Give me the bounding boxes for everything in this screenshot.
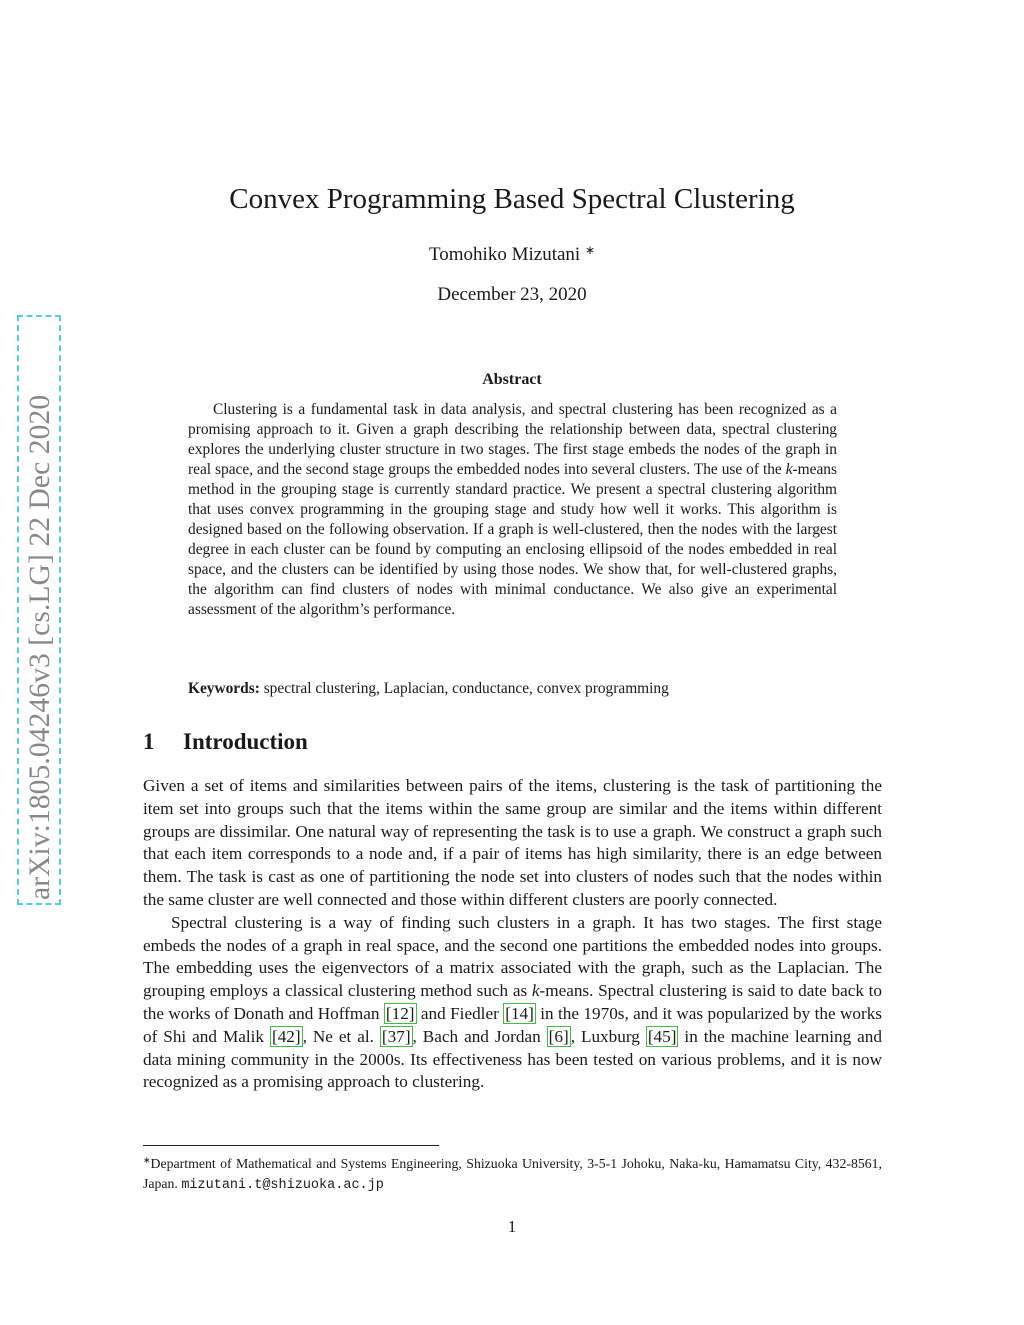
section-title: Introduction bbox=[183, 729, 308, 754]
intro-p2-text-c: and Fiedler bbox=[416, 1003, 504, 1023]
abstract-text-part2: -means method in the grouping stage is currently standard practice. We present a spectral clustering algorithm that uses convex programming in the grouping stage and study how well it works. This algorithm is designed based on the following observation. If a graph is well-clustered, then the nodes with the largest degree in each cluster can be found by computing an enclosing ellipsoid of the nodes embedded in real space, and the clusters can be identified by using those nodes. We show that, for well-clustered graphs, the algorithm can find clusters of nodes with minimal conductance. We also give an experimental assessment of the algorithm’s performance. bbox=[188, 461, 837, 618]
keywords-label: Keywords: bbox=[188, 680, 260, 697]
abstract-heading: Abstract bbox=[482, 371, 542, 388]
paper-title: Convex Programming Based Spectral Clustering bbox=[229, 183, 795, 215]
arxiv-identifier[interactable]: arXiv:1805.04246v3 [cs.LG] 22 Dec 2020 bbox=[24, 394, 56, 900]
abstract-body bbox=[188, 400, 837, 620]
author-footnote-mark: ∗ bbox=[584, 243, 595, 257]
author-name: Tomohiko Mizutani bbox=[429, 244, 581, 265]
keywords-text: spectral clustering, Laplacian, conductance, convex programming bbox=[263, 680, 669, 697]
citation-link-12[interactable]: [12] bbox=[385, 1003, 415, 1023]
citation-link-37[interactable]: [37] bbox=[381, 1026, 411, 1046]
page-number: 1 bbox=[507, 1217, 517, 1236]
abstract-k-variable: k bbox=[785, 461, 793, 478]
citation-link-14[interactable]: [14] bbox=[505, 1003, 534, 1023]
intro-p2-text-h: in the machine learning and data mining community in the 2000s. Its effectiveness has been tested on various problems, and it is now recognized as a promising approach to clustering. bbox=[143, 1026, 882, 1092]
intro-p2-text-g: , Luxburg bbox=[570, 1026, 646, 1046]
intro-paragraph-2 bbox=[143, 912, 882, 1094]
paper-date: December 23, 2020 bbox=[437, 284, 587, 305]
intro-p2-text-f: , Bach and Jordan bbox=[412, 1026, 547, 1046]
intro-p2-text-a: Spectral clustering is a way of finding such clusters in a graph. It has two stages. The first stage embeds the nodes of a graph in real space, and the second one partitions the embedded nodes into groups. The embedding uses the eigenvectors of a matrix associated with the graph, such as the Laplacian. The grouping employs a classical clustering method such as bbox=[143, 912, 882, 1001]
keywords-line bbox=[188, 679, 837, 699]
intro-k-variable: k bbox=[531, 981, 540, 1001]
footnote-email-link[interactable]: mizutani.t@shizuoka.ac.jp bbox=[181, 1178, 384, 1193]
introduction-body bbox=[143, 775, 882, 1094]
section-number: 1 bbox=[143, 729, 155, 754]
citation-link-6[interactable]: [6] bbox=[548, 1026, 569, 1046]
author-line bbox=[0, 243, 1024, 266]
footnote-mark: ∗ bbox=[143, 1155, 151, 1165]
section-heading-introduction bbox=[143, 729, 308, 755]
abstract-text-part1: Clustering is a fundamental task in data analysis, and spectral clustering has been recognized as a promising approach to it. Given a graph describing the relationship between data, spectral clustering explores the underlying cluster structure in two stages. The first stage embeds the nodes of the graph in real space, and the second stage groups the embedded nodes into several clusters. The use of the bbox=[188, 401, 837, 478]
footnote bbox=[143, 1150, 882, 1196]
intro-p2-text-e: , Ne et al. bbox=[302, 1026, 380, 1046]
citation-link-42[interactable]: [42] bbox=[271, 1026, 301, 1046]
footnote-divider bbox=[143, 1145, 439, 1146]
intro-paragraph-1: Given a set of items and similarities between pairs of the items, clustering is the task of partitioning the item set into groups such that the items within the same group are similar and the items within different groups are dissimilar. One natural way of representing the task is to use a graph. We construct a graph such that each item corresponds to a node and, if a pair of items has high similarity, there is an edge between them. The task is cast as one of partitioning the node set into clusters of nodes such that the nodes within the same cluster are well connected and those within different clusters are poorly connected. bbox=[143, 776, 882, 909]
citation-link-45[interactable]: [45] bbox=[647, 1026, 677, 1046]
intro-p2-text-d: in the 1970s, and it was popularized by the works of Shi and Malik bbox=[143, 1003, 882, 1046]
intro-p2-text-b: -means. Spectral clustering is said to date back to the works of Donath and Hoffman bbox=[143, 981, 882, 1023]
footnote-text: Department of Mathematical and Systems Engineering, Shizuoka University, 3-5-1 Johoku, Naka-ku, Hamamatsu City, 432-8561, Japan. bbox=[143, 1156, 882, 1191]
